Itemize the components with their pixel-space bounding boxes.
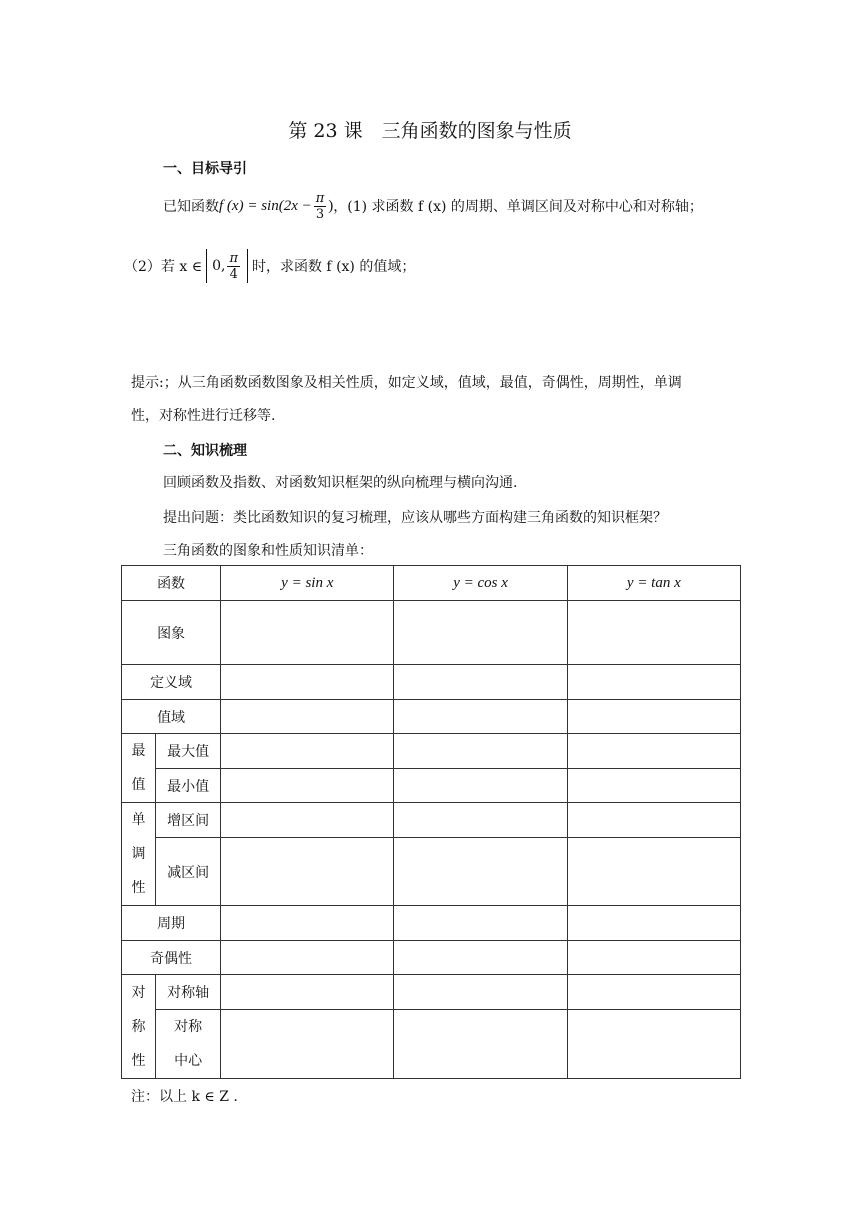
row-label-max: 最大值 xyxy=(156,734,221,769)
problem-question-1: ，(1) 求函数 f (x) 的周期、单调区间及对称中心和对称轴； xyxy=(333,199,703,215)
table-cell[interactable] xyxy=(567,975,740,1010)
fraction-numerator: π xyxy=(229,250,238,266)
table-row xyxy=(122,975,741,1010)
group-char: 调 xyxy=(131,846,146,862)
table-cell[interactable] xyxy=(567,601,740,665)
row-label-graph: 图象 xyxy=(122,601,221,665)
fraction-denominator: 3 xyxy=(315,206,325,222)
paragraph-question: 提出问题：类比函数知识的复习梳理，应该从哪些方面构建三角函数的知识框架？ xyxy=(163,510,667,526)
table-cell[interactable] xyxy=(394,975,567,1010)
table-cell[interactable] xyxy=(567,1010,740,1079)
row-label-center-line: 对称 xyxy=(174,1019,203,1035)
paragraph-list-intro: 三角函数的图象和性质知识清单： xyxy=(163,543,373,559)
table-cell[interactable] xyxy=(567,700,740,734)
table-cell[interactable] xyxy=(221,941,394,975)
table-cell[interactable] xyxy=(394,906,567,941)
footnote: 注：以上 k ∈ Z . xyxy=(131,1089,238,1105)
row-label-center-line: 中心 xyxy=(174,1053,203,1069)
table-header-row xyxy=(122,566,741,601)
pi-over-three-fraction xyxy=(314,191,327,222)
table-row xyxy=(122,665,741,700)
table-cell[interactable] xyxy=(394,700,567,734)
table-cell[interactable] xyxy=(394,803,567,838)
table-row xyxy=(122,941,741,975)
table-cell[interactable] xyxy=(394,941,567,975)
problem-prefix: 已知函数 xyxy=(163,199,219,215)
page-title: 第 23 课 三角函数的图象与性质 xyxy=(288,120,572,142)
row-label-period: 周期 xyxy=(122,906,221,941)
table-cell[interactable] xyxy=(221,665,394,700)
group-label-monotonicity xyxy=(122,803,156,906)
table-cell[interactable] xyxy=(394,769,567,803)
row-label-range: 值域 xyxy=(122,700,221,734)
fraction-numerator: π xyxy=(315,190,325,206)
interval-left: 0, xyxy=(212,258,226,274)
group-label-symmetry xyxy=(122,975,156,1079)
table-cell[interactable] xyxy=(221,700,394,734)
table-row xyxy=(122,700,741,734)
problem-line-1 xyxy=(163,188,703,224)
group-char: 对 xyxy=(131,984,146,1001)
group-char: 性 xyxy=(131,880,146,896)
group-char: 称 xyxy=(131,1018,146,1035)
table-cell[interactable] xyxy=(567,769,740,803)
paragraph-review: 回顾函数及指数、对函数知识框架的纵向梳理与横向沟通. xyxy=(163,475,518,491)
section-heading-goals: 一、目标导引 xyxy=(163,161,247,177)
table-row xyxy=(122,734,741,769)
hint-line-2: 性，对称性进行迁移等. xyxy=(131,408,276,424)
header-cos: y = cos x xyxy=(394,566,567,601)
table-cell[interactable] xyxy=(394,734,567,769)
group-char: 性 xyxy=(131,1052,146,1069)
table-cell[interactable] xyxy=(567,665,740,700)
table-cell[interactable] xyxy=(221,769,394,803)
table-cell[interactable] xyxy=(221,906,394,941)
table-row xyxy=(122,838,741,906)
table-row xyxy=(122,1010,741,1079)
table-cell[interactable] xyxy=(567,838,740,906)
header-sin: y = sin x xyxy=(221,566,394,601)
table-row xyxy=(122,769,741,803)
row-label-min: 最小值 xyxy=(156,769,221,803)
function-expression: f (x) = sin(2x − xyxy=(219,197,312,214)
fraction-denominator: 4 xyxy=(229,266,238,282)
hint-line-1: 提示:；从三角函数函数图象及相关性质，如定义域，值域，最值，奇偶性，周期性，单调 xyxy=(131,375,682,391)
pi-over-four-fraction xyxy=(227,251,240,282)
close-paren: ) xyxy=(328,197,334,214)
table-cell[interactable] xyxy=(394,1010,567,1079)
group-char: 单 xyxy=(131,812,146,828)
interval-bracket xyxy=(206,249,248,283)
group-char: 最 xyxy=(131,743,146,759)
table-cell[interactable] xyxy=(394,838,567,906)
row-label-decreasing: 减区间 xyxy=(156,838,221,906)
table-row xyxy=(122,601,741,665)
table-cell[interactable] xyxy=(567,941,740,975)
group-label-extreme xyxy=(122,734,156,803)
row-label-domain: 定义域 xyxy=(122,665,221,700)
table-cell[interactable] xyxy=(221,838,394,906)
row-label-axis: 对称轴 xyxy=(156,975,221,1010)
section-heading-knowledge: 二、知识梳理 xyxy=(163,443,247,459)
row-label-increasing: 增区间 xyxy=(156,803,221,838)
table-cell[interactable] xyxy=(567,803,740,838)
table-cell[interactable] xyxy=(221,975,394,1010)
row-label-parity: 奇偶性 xyxy=(122,941,221,975)
table-row xyxy=(122,803,741,838)
trig-properties-table xyxy=(121,565,741,1079)
table-cell[interactable] xyxy=(567,734,740,769)
problem-line-2 xyxy=(124,246,415,286)
table-cell[interactable] xyxy=(221,734,394,769)
row-label-center xyxy=(156,1010,221,1079)
header-function: 函数 xyxy=(122,566,221,601)
table-cell[interactable] xyxy=(221,1010,394,1079)
group-char: 值 xyxy=(131,777,146,793)
table-row xyxy=(122,906,741,941)
table-cell[interactable] xyxy=(221,803,394,838)
problem-question-2-prefix: （2）若 x ∈ xyxy=(124,259,203,275)
table-cell[interactable] xyxy=(394,601,567,665)
problem-question-2-suffix: 时，求函数 f (x) 的值域； xyxy=(251,259,416,275)
header-tan: y = tan x xyxy=(567,566,740,601)
table-cell[interactable] xyxy=(567,906,740,941)
table-cell[interactable] xyxy=(394,665,567,700)
table-cell[interactable] xyxy=(221,601,394,665)
